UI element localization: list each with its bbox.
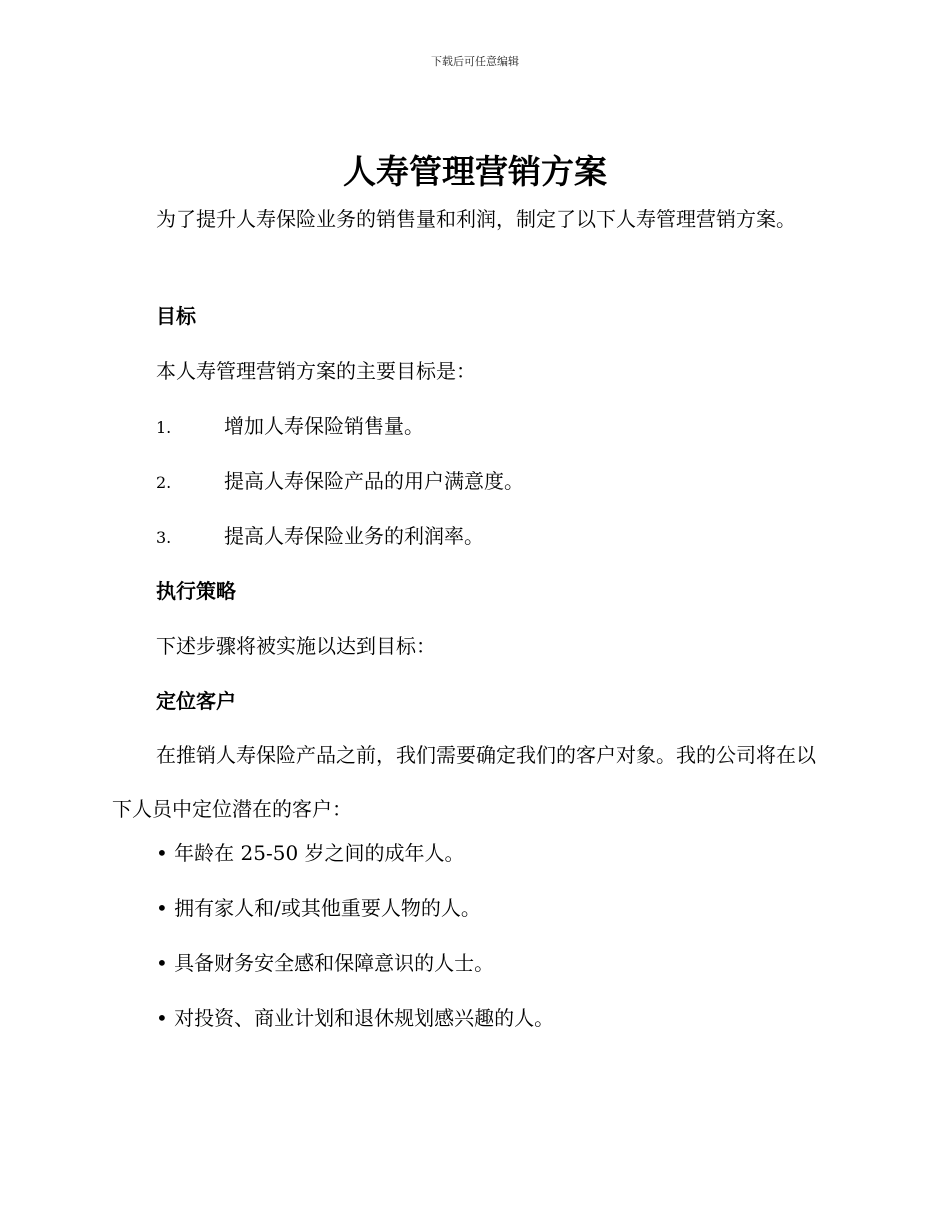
target-bullet-4: • 对投资、商业计划和退休规划感兴趣的人。 <box>156 1006 555 1030</box>
goal-item-text: 增加人寿保险销售量。 <box>224 414 424 438</box>
goal-item-number: 1. <box>156 418 172 437</box>
goals-lead: 本人寿管理营销方案的主要目标是： <box>156 359 476 383</box>
target-bullet-1: • 年龄在 25-50 岁之间的成年人。 <box>156 841 465 865</box>
target-bullet-2: • 拥有家人和/或其他重要人物的人。 <box>156 896 481 920</box>
goal-item-text: 提高人寿保险业务的利润率。 <box>224 524 484 548</box>
intro-paragraph: 为了提升人寿保险业务的销售量和利润，制定了以下人寿管理营销方案。 <box>156 207 796 231</box>
goal-item-3 <box>156 509 874 565</box>
page-header-note: 下载后可任意编辑 <box>431 55 519 68</box>
document-title: 人寿管理营销方案 <box>343 152 607 191</box>
goal-item-number: 3. <box>156 528 172 547</box>
goal-item-1 <box>156 399 874 455</box>
goal-item-text: 提高人寿保险产品的用户满意度。 <box>224 469 524 493</box>
goal-item-number: 2. <box>156 473 172 492</box>
strategy-lead: 下述步骤将被实施以达到目标： <box>156 634 436 658</box>
goals-heading: 目标 <box>156 304 196 328</box>
strategy-heading: 执行策略 <box>156 579 236 603</box>
goal-item-2 <box>156 454 874 510</box>
target-bullet-3: • 具备财务安全感和保障意识的人士。 <box>156 951 495 975</box>
targeting-heading: 定位客户 <box>156 689 236 713</box>
targeting-paragraph: 在推销人寿保险产品之前，我们需要确定我们的客户对象。我的公司将在以下人员中定位潜在的客户： <box>112 743 816 821</box>
